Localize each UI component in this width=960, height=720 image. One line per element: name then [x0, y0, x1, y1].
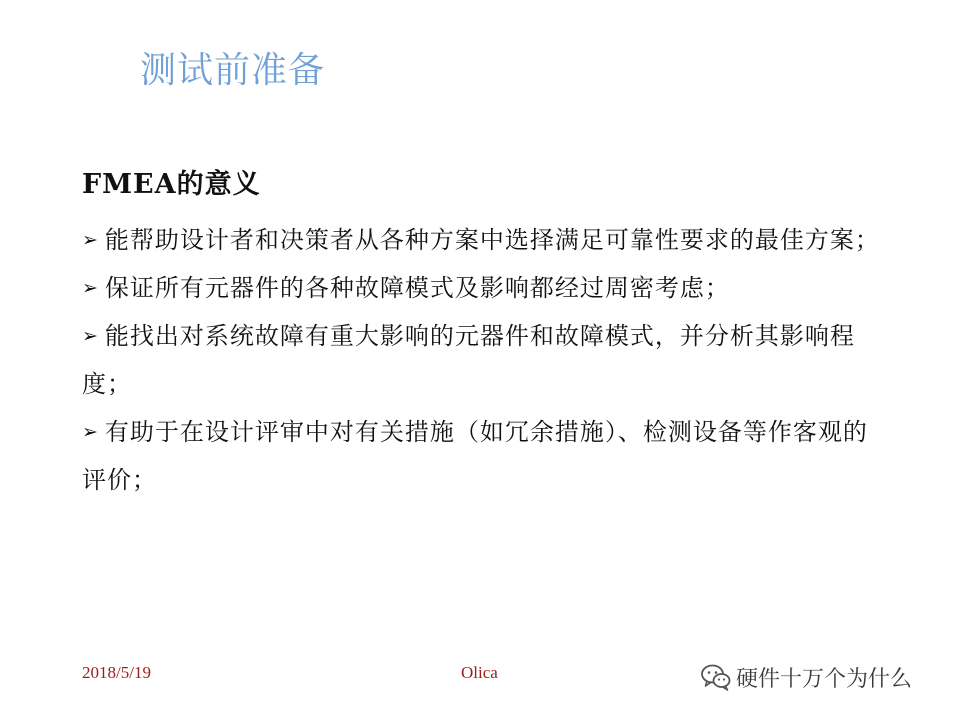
slide-title: 测试前准备	[140, 50, 326, 91]
footer-author: Olica	[461, 663, 498, 682]
bullet-item	[82, 264, 892, 312]
bullet-text: 能帮助设计者和决策者从各种方案中选择满足可靠性要求的最佳方案；	[104, 226, 880, 254]
bullet-arrow-icon: ➢	[82, 229, 99, 251]
bullet-text: 有助于在设计评审中对有关措施（如冗余措施）、检测设备等作客观的评价；	[82, 418, 868, 494]
bullet-arrow-icon: ➢	[82, 421, 99, 443]
bullet-item	[82, 408, 892, 504]
bullet-text: 保证所有元器件的各种故障模式及影响都经过周密考虑；	[104, 274, 730, 302]
footer-date: 2018/5/19	[82, 663, 151, 682]
bullet-item	[82, 312, 892, 408]
wechat-icon	[700, 662, 732, 692]
section-heading: FMEA的意义	[82, 169, 261, 200]
bullet-item	[82, 216, 892, 264]
bullet-text: 能找出对系统故障有重大影响的元器件和故障模式，并分析其影响程度；	[82, 322, 855, 398]
watermark-text: 硬件十万个为什么	[736, 666, 913, 692]
bullet-arrow-icon: ➢	[82, 325, 99, 347]
bullet-list	[82, 216, 892, 504]
watermark	[700, 660, 912, 694]
bullet-arrow-icon: ➢	[82, 277, 99, 299]
